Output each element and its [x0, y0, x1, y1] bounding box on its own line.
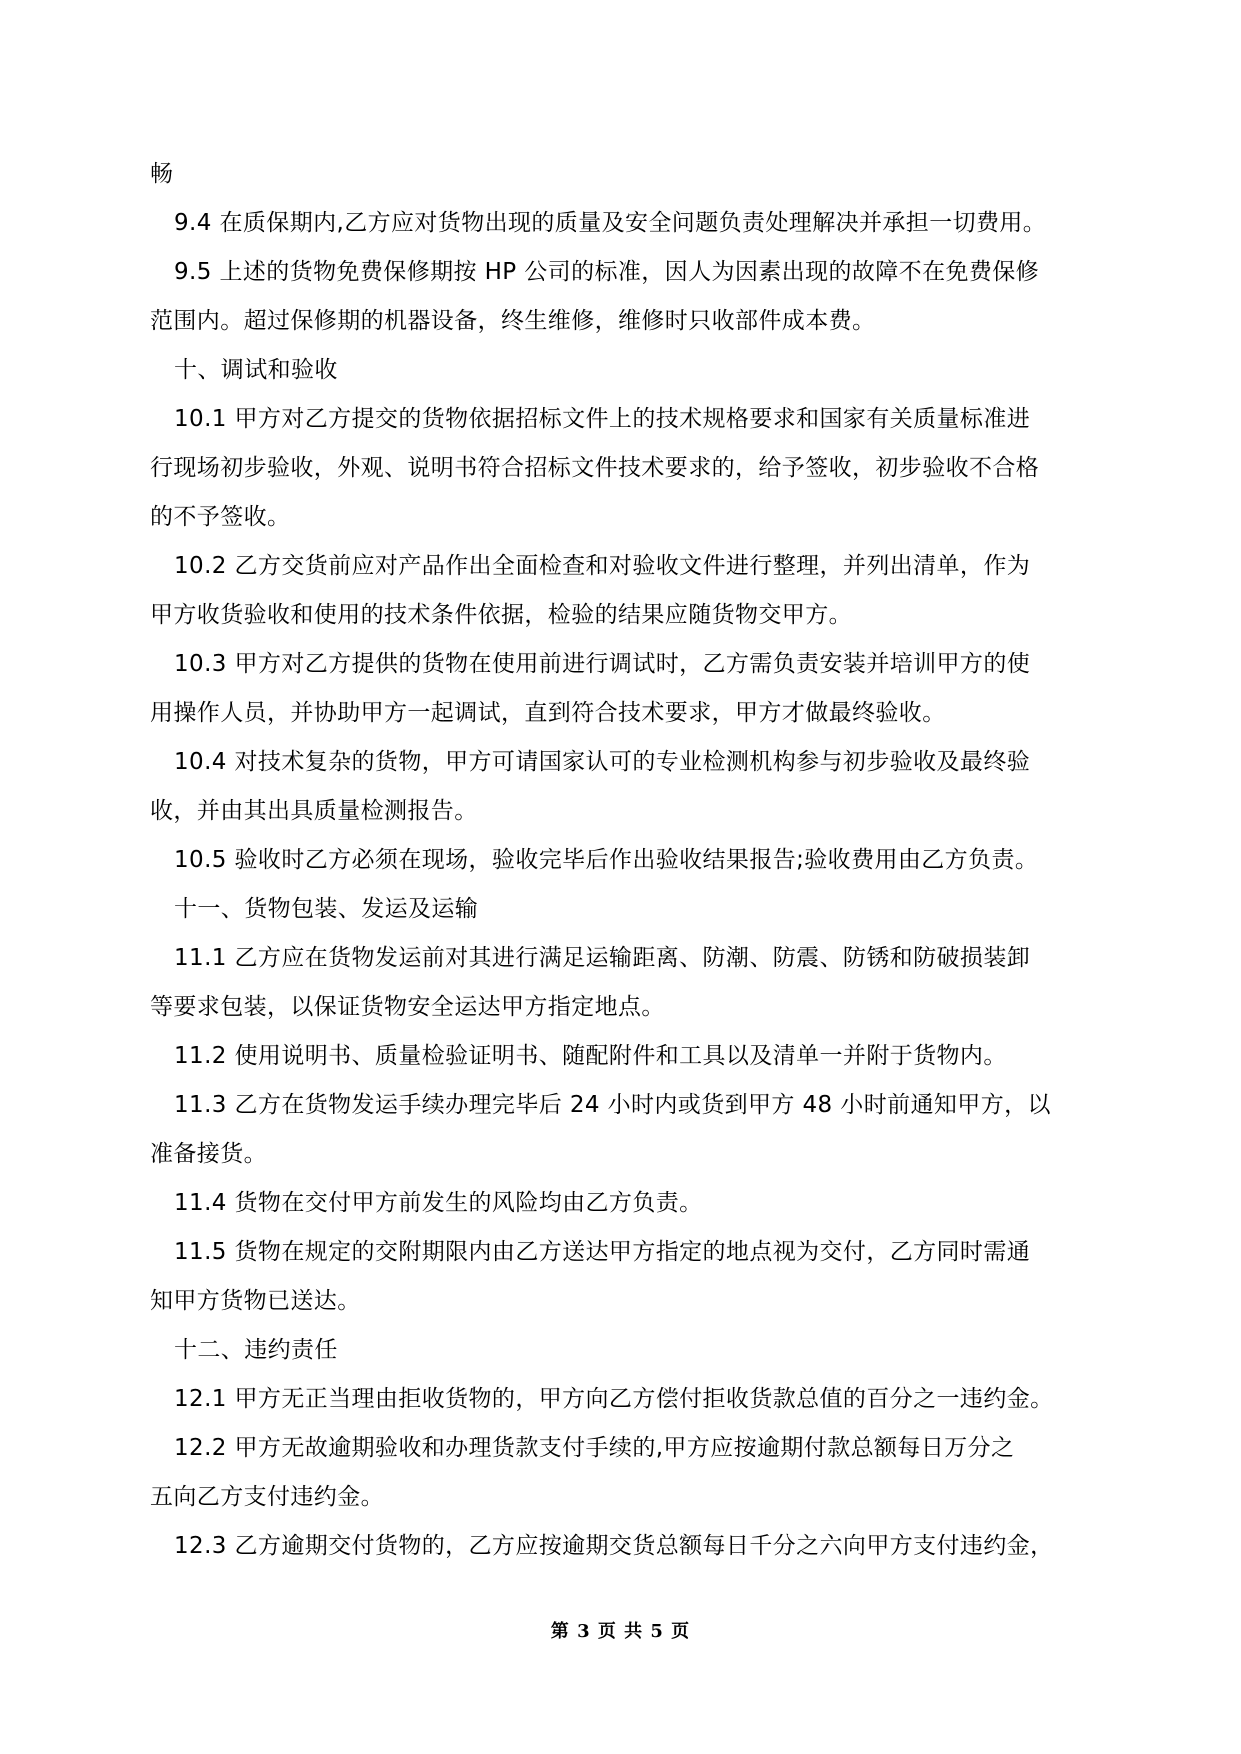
text-line: 11.5 货物在规定的交附期限内由乙方送达甲方指定的地点视为交付，乙方同时需通 — [174, 1239, 1031, 1265]
text-line: 10.4 对技术复杂的货物，甲方可请国家认可的专业检测机构参与初步验收及最终验 — [174, 749, 1031, 775]
text-line: 9.4 在质保期内,乙方应对货物出现的质量及安全问题负责处理解决并承担一切费用。 — [174, 210, 1047, 236]
text-line: 10.2 乙方交货前应对产品作出全面检查和对验收文件进行整理，并列出清单，作为 — [174, 553, 1031, 579]
text-line: 准备接货。 — [150, 1141, 267, 1167]
section-heading: 十、调试和验收 — [174, 357, 338, 383]
page-number: 第 3 页 共 5 页 — [550, 1621, 691, 1642]
text-line: 10.1 甲方对乙方提交的货物依据招标文件上的技术规格要求和国家有关质量标准进 — [174, 406, 1031, 432]
text-line: 10.5 验收时乙方必须在现场，验收完毕后作出验收结果报告;验收费用由乙方负责。 — [174, 847, 1039, 873]
text-line: 11.3 乙方在货物发运手续办理完毕后 24 小时内或货到甲方 48 小时前通知甲方，以 — [174, 1092, 1051, 1118]
section-heading: 十二、违约责任 — [174, 1337, 338, 1363]
text-line: 甲方收货验收和使用的技术条件依据，检验的结果应随货物交甲方。 — [150, 602, 852, 628]
text-line: 10.3 甲方对乙方提供的货物在使用前进行调试时，乙方需负责安装并培训甲方的使 — [174, 651, 1031, 677]
text-line: 12.3 乙方逾期交付货物的，乙方应按逾期交货总额每日千分之六向甲方支付违约金， — [174, 1533, 1054, 1559]
text-line: 范围内。超过保修期的机器设备，终生维修，维修时只收部件成本费。 — [150, 308, 876, 334]
text-line: 11.4 货物在交付甲方前发生的风险均由乙方负责。 — [174, 1190, 703, 1216]
text-line: 11.2 使用说明书、质量检验证明书、随配附件和工具以及清单一并附于货物内。 — [174, 1043, 1007, 1069]
text-line: 9.5 上述的货物免费保修期按 HP 公司的标准，因人为因素出现的故障不在免费保修 — [174, 259, 1040, 285]
section-heading: 十一、货物包装、发运及运输 — [174, 896, 479, 922]
document-body — [150, 150, 1095, 1571]
text-line: 等要求包装，以保证货物安全运达甲方指定地点。 — [150, 994, 665, 1020]
text-line: 12.2 甲方无故逾期验收和办理货款支付手续的,甲方应按逾期付款总额每日万分之 — [174, 1435, 1015, 1461]
text-line: 畅 — [150, 161, 174, 187]
text-line: 行现场初步验收，外观、说明书符合招标文件技术要求的，给予签收，初步验收不合格 — [150, 455, 1040, 481]
text-line: 五向乙方支付违约金。 — [150, 1484, 384, 1510]
text-line: 收，并由其出具质量检测报告。 — [150, 798, 478, 824]
text-line: 用操作人员，并协助甲方一起调试，直到符合技术要求，甲方才做最终验收。 — [150, 700, 946, 726]
text-line: 12.1 甲方无正当理由拒收货物的，甲方向乙方偿付拒收货款总值的百分之一违约金。 — [174, 1386, 1054, 1412]
text-line: 11.1 乙方应在货物发运前对其进行满足运输距离、防潮、防震、防锈和防破损装卸 — [174, 945, 1031, 971]
text-line: 知甲方货物已送达。 — [150, 1288, 361, 1314]
text-line: 的不予签收。 — [150, 504, 291, 530]
